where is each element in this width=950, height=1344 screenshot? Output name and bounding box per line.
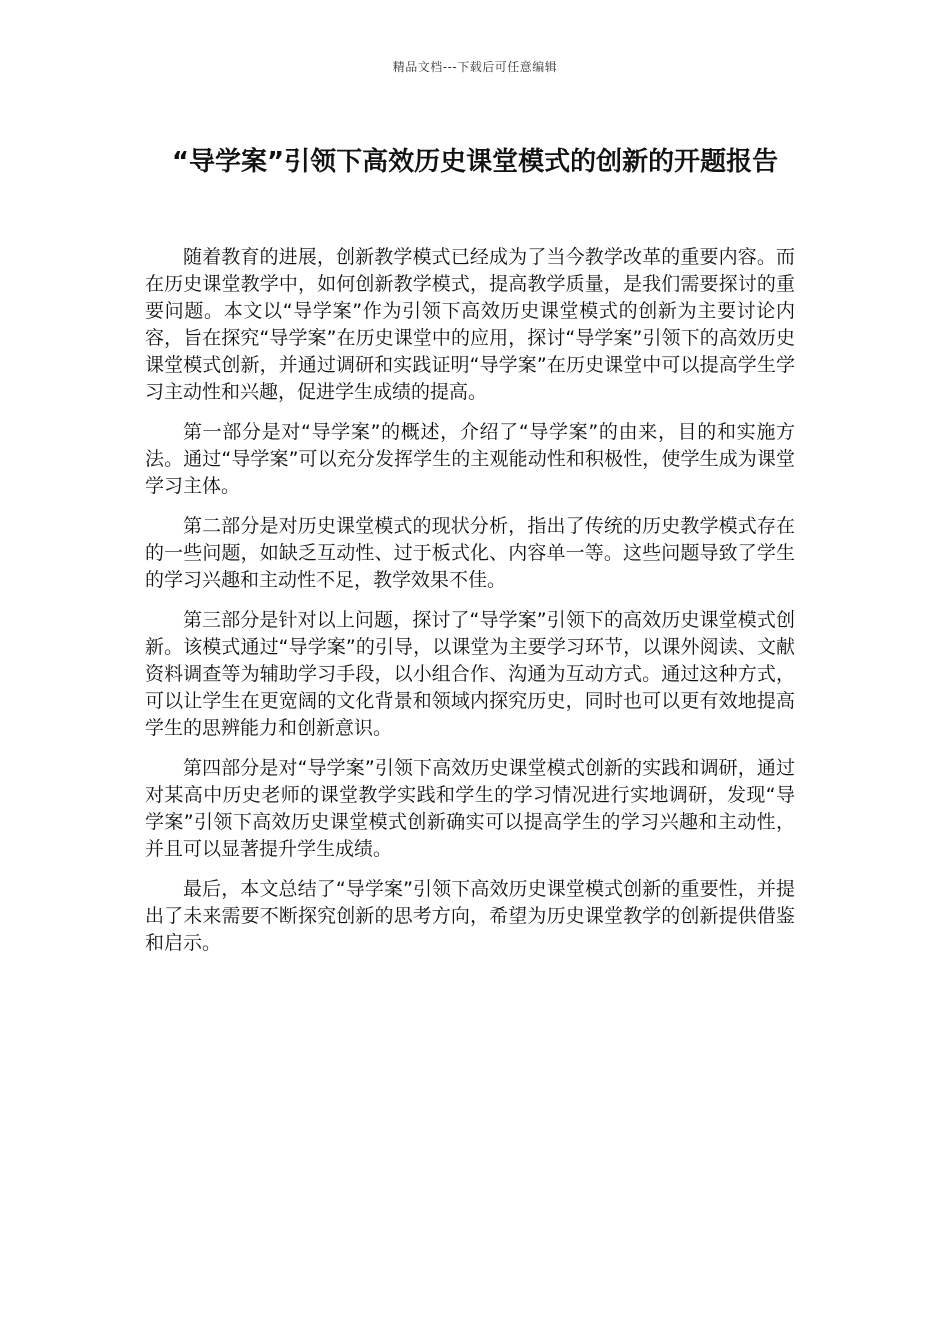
document-body — [145, 244, 795, 970]
document-title: “导学案”引领下高效历史课堂模式的创新的开题报告 — [171, 147, 779, 177]
paragraph-intro: 随着教育的进展，创新教学模式已经成为了当今教学改革的重要内容。而在历史课堂教学中，如何创新教学模式，提高教学质量，是我们需要探讨的重要问题。本文以“导学案”作为引领下高效历史课堂模式的创新为主要讨论内容，旨在探究“导学案”在历史课堂中的应用，探讨“导学案”引领下的高效历史课堂模式创新，并通过调研和实践证明“导学案”在历史课堂中可以提高学生学习主动性和兴趣，促进学生成绩的提高。 — [145, 246, 795, 403]
paragraph-part-one: 第一部分是对“导学案”的概述，介绍了“导学案”的由来，目的和实施方法。通过“导学案”可以充分发挥学生的主观能动性和积极性，使学生成为课堂学习主体。 — [145, 421, 795, 497]
header-note: 精品文档---下载后可任意编辑 — [392, 60, 558, 74]
paragraph-part-two: 第二部分是对历史课堂模式的现状分析，指出了传统的历史教学模式存在的一些问题，如缺乏互动性、过于板式化、内容单一等。这些问题导致了学生的学习兴趣和主动性不足，教学效果不佳。 — [145, 515, 795, 591]
paragraph-part-three: 第三部分是针对以上问题，探讨了“导学案”引领下的高效历史课堂模式创新。该模式通过“导学案”的引导，以课堂为主要学习环节，以课外阅读、文献资料调查等为辅助学习手段，以小组合作、沟通为互动方式。通过这种方式，可以让学生在更宽阔的文化背景和领域内探究历史，同时也可以更有效地提高学生的思辨能力和创新意识。 — [145, 609, 795, 739]
paragraph-conclusion: 最后，本文总结了“导学案”引领下高效历史课堂模式创新的重要性，并提出了未来需要不断探究创新的思考方向，希望为历史课堂教学的创新提供借鉴和启示。 — [145, 878, 795, 954]
paragraph-part-four: 第四部分是对“导学案”引领下高效历史课堂模式创新的实践和调研，通过对某高中历史老师的课堂教学实践和学生的学习情况进行实地调研，发现“导学案”引领下高效历史课堂模式创新确实可以提高学生的学习兴趣和主动性，并且可以显著提升学生成绩。 — [145, 757, 795, 860]
